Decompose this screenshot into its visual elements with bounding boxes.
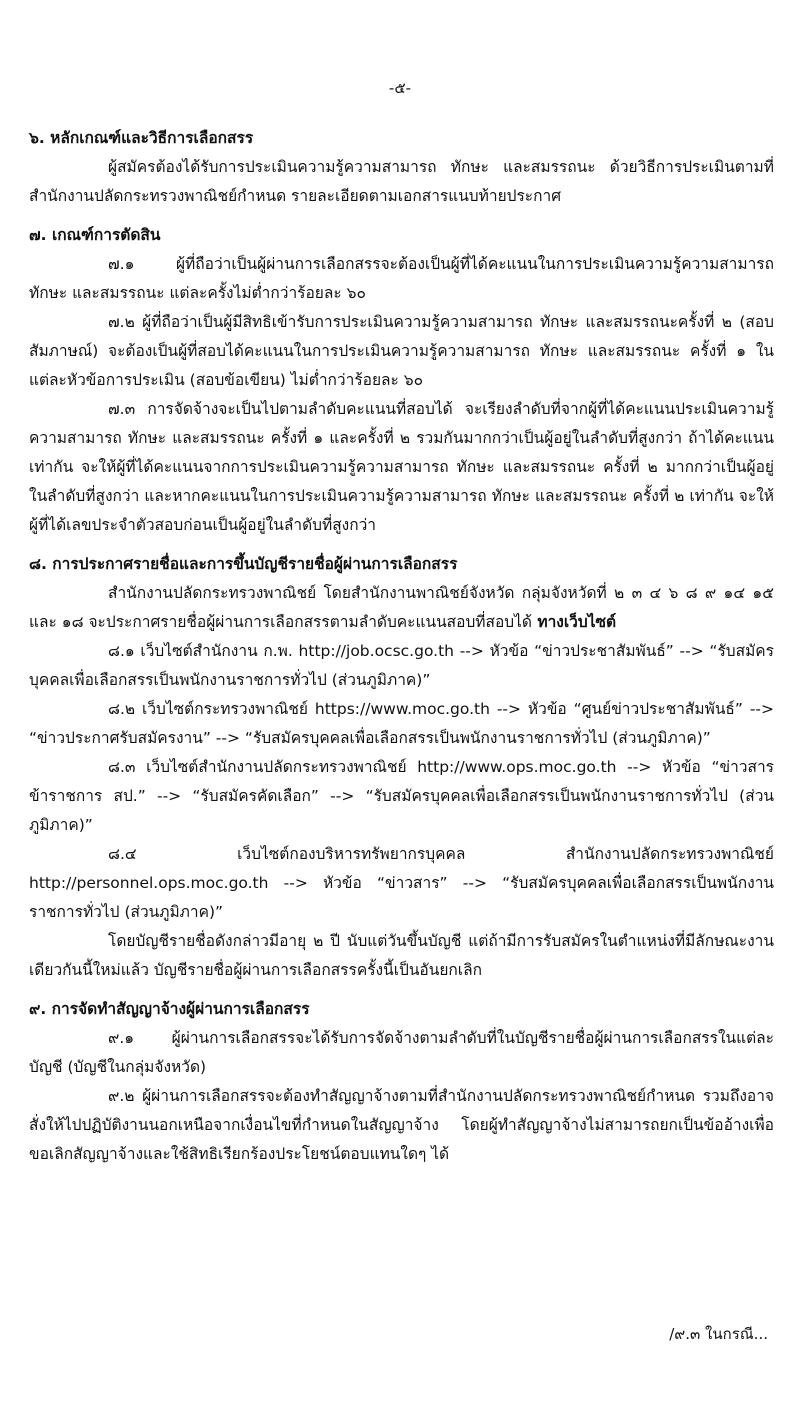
continuation-note: /๙.๓ ในกรณี... (669, 1325, 768, 1343)
section-8-paragraph-3: ๘.๒ เว็บไซต์กระทรวงพาณิชย์ https://www.moc.go.th --> หัวข้อ “ศูนย์ข่าวประชาสัมพันธ์” --> “ข่าวประกาศรับสมัครงาน” --> “รับสมัครบุคคลเพื่อเลือกสรรเป็นพนักงานราชการทั่วไป (ส่วนภูมิภาค)” (29, 700, 774, 747)
section-7-paragraph-2: ๗.๒ ผู้ที่ถือว่าเป็นผู้มีสิทธิเข้ารับการประเมินความรู้ความสามารถ ทักษะ และสมรรถนะครั้งที่ ๒ (สอบสัมภาษณ์) จะต้องเป็นผู้ที่สอบได้คะแนนในการประเมินความรู้ความสามารถ ทักษะ และสมรรถนะ ครั้งที่ ๑ ในแต่ละหัวข้อการประเมิน (สอบข้อเขียน) ไม่ต่ำกว่าร้อยละ ๖๐ (29, 313, 774, 389)
section-8-paragraph-1 (29, 579, 774, 637)
section-8-paragraph-4: ๘.๓ เว็บไซต์สำนักงานปลัดกระทรวงพาณิชย์ http://www.ops.moc.go.th --> หัวข้อ “ข่าวสารข้าราชการ สป.” --> “รับสมัครคัดเลือก” --> “รับสมัครบุคคลเพื่อเลือกสรรเป็นพนักงานราชการทั่วไป (ส่วนภูมิภาค)” (29, 758, 774, 834)
section-6-heading: ๖. หลักเกณฑ์และวิธีการเลือกสรร (29, 129, 254, 147)
document-body (29, 124, 774, 1179)
page-number: -๕- (388, 79, 412, 97)
section-8 (29, 550, 774, 985)
section-9-paragraph-1: ๙.๑ ผู้ผ่านการเลือกสรรจะได้รับการจัดจ้างตามลำดับที่ในบัญชีรายชื่อผู้ผ่านการเลือกสรรในแต่ละบัญชี (บัญชีในกลุ่มจังหวัด) (29, 1029, 774, 1076)
section-9-heading: ๙. การจัดทำสัญญาจ้างผู้ผ่านการเลือกสรร (29, 1000, 310, 1018)
section-6-paragraph-1: ผู้สมัครต้องได้รับการประเมินความรู้ความสามารถ ทักษะ และสมรรถนะ ด้วยวิธีการประเมินตามที่สำนักงานปลัดกระทรวงพาณิชย์กำหนด รายละเอียดตามเอกสารแนบท้ายประกาศ (29, 158, 774, 205)
section-7-paragraph-1: ๗.๑ ผู้ที่ถือว่าเป็นผู้ผ่านการเลือกสรรจะต้องเป็นผู้ที่ได้คะแนนในการประเมินความรู้ความสามารถ ทักษะ และสมรรถนะ แต่ละครั้งไม่ต่ำกว่าร้อยละ ๖๐ (29, 255, 774, 302)
section-9-paragraph-2: ๙.๒ ผู้ผ่านการเลือกสรรจะต้องทำสัญญาจ้างตามที่สำนักงานปลัดกระทรวงพาณิชย์กำหนด รวมถึงอาจสั่งให้ไปปฏิบัติงานนอกเหนือจากเงื่อนไขที่กำหนดในสัญญาจ้าง โดยผู้ทำสัญญาจ้างไม่สามารถยกเป็นข้ออ้างเพื่อขอเลิกสัญญาจ้างและใช้สิทธิเรียกร้องประโยชน์ตอบแทนใดๆ ได้ (29, 1087, 774, 1163)
section-7-heading: ๗. เกณฑ์การตัดสิน (29, 226, 161, 244)
section-8-paragraph-6: โดยบัญชีรายชื่อดังกล่าวมีอายุ ๒ ปี นับแต่วันขึ้นบัญชี แต่ถ้ามีการรับสมัครในตำแหน่งที่มีลักษณะงานเดียวกันนี้ใหม่แล้ว บัญชีรายชื่อผู้ผ่านการเลือกสรรครั้งนี้เป็นอันยกเลิก (29, 932, 774, 979)
section-8-paragraph-1-text: สำนักงานปลัดกระทรวงพาณิชย์ โดยสำนักงานพาณิชย์จังหวัด กลุ่มจังหวัดที่ ๒ ๓ ๔ ๖ ๘ ๙ ๑๔ ๑๕ และ ๑๘ จะประกาศรายชื่อผู้ผ่านการเลือกสรรตามลำดับคะแนนสอบที่สอบได้ (29, 584, 774, 631)
section-7-paragraph-3: ๗.๓ การจัดจ้างจะเป็นไปตามลำดับคะแนนที่สอบได้ จะเรียงลำดับที่จากผู้ที่ได้คะแนนประเมินความรู้ความสามารถ ทักษะ และสมรรถนะ ครั้งที่ ๑ และครั้งที่ ๒ รวมกันมากกว่าเป็นผู้อยู่ในลำดับที่สูงกว่า ถ้าได้คะแนนเท่ากัน จะให้ผู้ที่ได้คะแนนจากการประเมินความรู้ความสามารถ ทักษะ และสมรรถนะ ครั้งที่ ๒ มากกว่าเป็นผู้อยู่ในลำดับที่สูงกว่า และหากคะแนนในการประเมินความรู้ความสามารถ ทักษะ และสมรรถนะ ครั้งที่ ๒ เท่ากัน จะให้ผู้ที่ได้เลขประจำตัวสอบก่อนเป็นผู้อยู่ในลำดับที่สูงกว่า (29, 400, 774, 534)
section-8-paragraph-1-bold: ทางเว็บไซต์ (531, 613, 617, 631)
section-7 (29, 221, 774, 540)
section-8-paragraph-5: ๘.๔ เว็บไซต์กองบริหารทรัพยากรบุคคล สำนักงานปลัดกระทรวงพาณิชย์ http://personnel.ops.moc.go.th --> หัวข้อ “ข่าวสาร” --> “รับสมัครบุคคลเพื่อเลือกสรรเป็นพนักงานราชการทั่วไป (ส่วนภูมิภาค)” (29, 845, 774, 921)
section-6 (29, 124, 774, 211)
section-8-paragraph-2: ๘.๑ เว็บไซต์สำนักงาน ก.พ. http://job.ocsc.go.th --> หัวข้อ “ข่าวประชาสัมพันธ์” --> “รับสมัครบุคคลเพื่อเลือกสรรเป็นพนักงานราชการทั่วไป (ส่วนภูมิภาค)” (29, 642, 774, 689)
section-8-heading: ๘. การประกาศรายชื่อและการขึ้นบัญชีรายชื่อผู้ผ่านการเลือกสรร (29, 555, 458, 573)
section-9 (29, 995, 774, 1169)
